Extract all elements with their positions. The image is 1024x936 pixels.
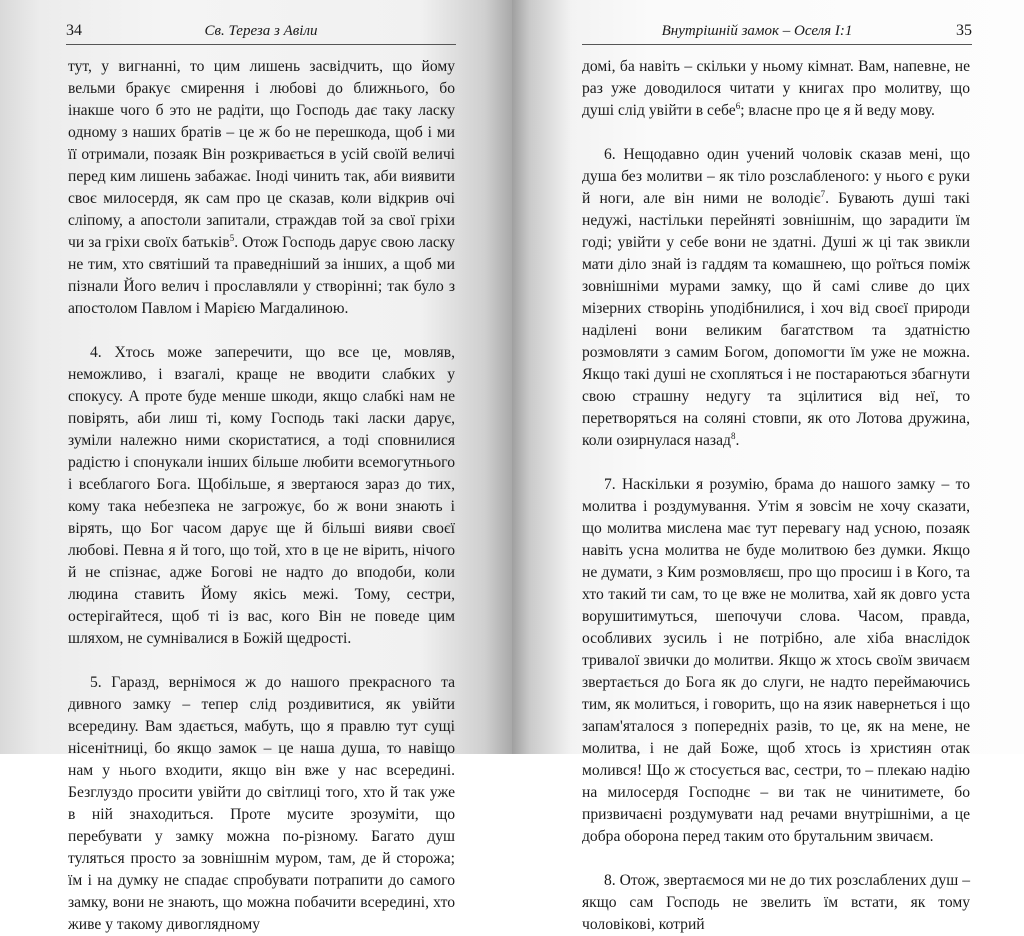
paragraph: домі, ба навіть – скільки у ньому кімнат. Вам, напевне, не раз уже доводилося читати у книгах про молитву, що душі слід увійти в себе$^6$; власне про це я й веду мову. [582, 58, 970, 119]
paragraph: 5. Гаразд, вернімося ж до нашого прекрасного та дивного замку – тепер слід роздивитися, як увійти всередину. Вам здається, мабуть, що я правлю тут сущі нісенітниці, бо якщо замок – це наша душа, то навіщо нам у нього входити, якщо він вже у нас всередині. Безглуздо просити увійти до світлиці того, хто й так уже в ній знаходиться. Проте мусите зрозуміти, що перебувати у замку можна по-різному. Багато душ туляться просто за зовнішнім муром, там, де й сторожа; їм і на думку не спадає спробувати потрапити до самого замку, вони не знають, що можна побачити всередині, хто живе у такому дивоглядному [68, 674, 455, 933]
paragraph: 8. Отож, звертаємося ми не до тих розслаблених душ – якщо сам Господь не звелить їм встати, як тому чоловікові, котрий [582, 872, 970, 933]
running-head: Св. Тереза з Авіли [204, 23, 318, 39]
paragraph: тут, у вигнанні, то цим лишень засвідчить, що йому вельми бракує смирення і любові до ближнього, бо інакше чого б это не радіти, що Господь дає таку ласку одному з наших братів – це ж бо не перешкода, щоб і ми її отримали, позаяк Він розкривається в усій своїй величі перед ким лишень забажає. Іноді чинить так, аби виявити своє милосердя, як сам про це сказав, коли відкрив очі сліпому, а апостоли запитали, страждав той за свої гріхи чи за гріхи своїх батьків$^5$. Отож Господь дарує свою ласку не тим, хто святіший та праведніший за інших, а щоб ми пізнали Його велич і прославляли у створінні; так було з апостолом Павлом і Марією Магдалиною. [68, 58, 455, 317]
paragraph: 4. Хтось може заперечити, що все це, мовляв, неможливо, і взагалі, краще не вводити слабких у спокусу. А проте буде менше шкоди, якщо слабкі нам не повірять, аби лиш ті, кому Господь такі ласки дарує, зуміли належно ними скористатися, а тоді сповнилися радістю і спонукали інших більше любити всемогутнього і всеблагого Бога. Щобільше, я звертаюся зараз до тих, кому така небезпека не загрожує, бо ж вони знають і вірять, що Бог часом дарує ще й більші вияви своєї любові. Певна я й того, що той, хто в це не вірить, нічого й не спізнає, адже Богові не надто до вподоби, коли людина ставить Йому якісь межі. Тому, сестри, остерігайтеся, щоб ті із вас, кого Він не поведе цим шляхом, не сумнівалися в Божій щедрості. [68, 344, 455, 647]
left-page [0, 0, 512, 933]
running-head: Внутрішній замок – Оселя І:1 [661, 23, 853, 39]
page-number: 35 [956, 22, 972, 39]
footnote-ref: 7 [820, 188, 826, 199]
right-page-body [582, 56, 970, 936]
right-page [512, 0, 1024, 933]
footnote-ref: 6 [735, 100, 741, 111]
left-page-body [68, 56, 455, 936]
footnote-ref: 8 [730, 430, 736, 441]
paragraph: 6. Нещодавно один учений чоловік сказав мені, що душа без молитви – як тіло розслабленого: у нього є руки й ноги, але він ними не володіє$^7$. Бувають душі такі недужі, настільки перейняті зовнішнім, що зарадити їм годі; увійти у себе вони не здатні. Душі ж ці так звикли мати діло знай із гаддям та комашнею, що роїться поміж зовнішніми мурами замку, що й самі сливе до цих мізерних створінь уподібнилися, і хоч від своєї природи наділені вони великим багатством та здатністю розмовляти з самим Богом, допомогти їм уже не можна. Якщо такі душі не схопляться і не постараються збагнути свою страшну недугу та зцілитися від неї, то перетворяться на соляні стовпи, як ото Лотова дружина, коли озирнулася назад$^8$. [582, 146, 970, 449]
left-page-header [66, 22, 456, 45]
page-number: 34 [66, 22, 82, 39]
footnote-ref: 5 [229, 232, 235, 243]
right-page-header [582, 22, 972, 45]
paragraph: 7. Наскільки я розумію, брама до нашого замку – то молитва і роздумування. Утім я зовсім не хочу сказати, що молитва мислена має тут перевагу над усною, позаяк навіть усна молитва не буде молитвою без думки. Якщо не думати, з Ким розмовляєш, про що просиш і в Кого, та хто такий ти сам, то це вже не молитва, хай як довго уста ворушитимуться, шепочучи слова. Часом, правда, особливих зусиль і не потрібно, але хіба внаслідок тривалої звички до молитви. Якщо ж хтось своїм звичаєм звертається до Бога як до слуги, не надто переймаючись тим, як молиться, і говорить, що на язик навернеться і що запам'яталося з попередніх разів, то це, як на мене, не молитва, і не дай Боже, щоб хтось із християн отак молився! Що ж стосується вас, сестри, то – плекаю надію на милосердя Господнє – ви так не чинитимете, бо призвичаєні роздумувати над речами внутрішніми, а це добра оборона перед таким ото брутальним звичаєм. [582, 476, 970, 845]
